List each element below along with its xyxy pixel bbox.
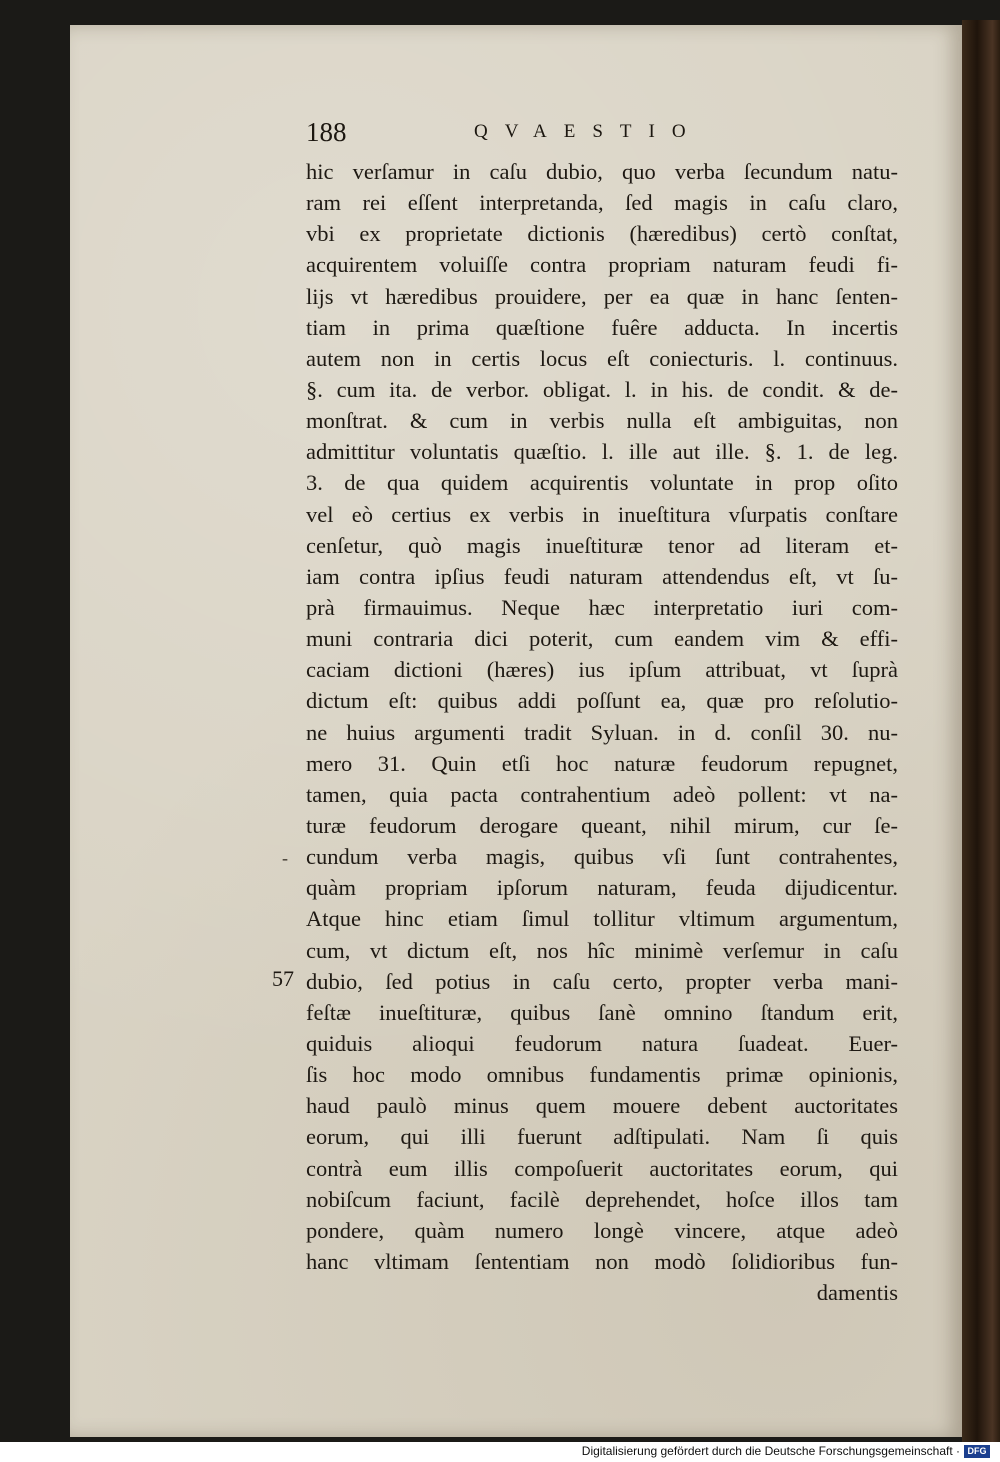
- text-line: mero 31. Quin etſi hoc naturæ feudorum repugnet,: [306, 750, 898, 776]
- text-line: caciam dictioni (hæres) ius ipſum attribuat, vt ſuprà: [306, 657, 898, 683]
- text-line: dictum eſt: quibus addi poſſunt ea, quæ pro reſolutio-: [306, 688, 898, 714]
- text-line: feſtæ inueſtituræ, quibus ſanè omnino ſtandum erit,: [306, 999, 898, 1025]
- running-head: QVAESTIO: [474, 121, 703, 142]
- page-number: 188: [306, 117, 347, 147]
- text-line: cum, vt dictum eſt, nos hîc minimè verſemur in caſu: [306, 937, 898, 963]
- text-line: prà firmauimus. Neque hæc interpretatio iuri com-: [306, 594, 898, 620]
- text-line: hanc vltimam ſententiam non modò ſolidioribus fun-: [306, 1248, 898, 1274]
- catchword: damentis: [816, 1280, 898, 1306]
- text-line: tamen, quia pacta contrahentium adeò pollent: vt na-: [306, 781, 898, 807]
- text-line: monſtrat. & cum in verbis nulla eſt ambiguitas, non: [306, 408, 898, 434]
- page-header: [306, 117, 906, 149]
- dfg-logo-icon: DFG: [964, 1445, 990, 1458]
- text-line: ſis hoc modo omnibus fundamentis primæ opinionis,: [306, 1062, 898, 1088]
- text-line: vel eò certius ex verbis in inueſtitura vſurpatis conſtare: [306, 501, 898, 527]
- margin-section-number: 57: [272, 966, 294, 991]
- text-line: hic verſamur in caſu dubio, quo verba ſecundum natu-: [306, 159, 898, 184]
- text-line: admittitur voluntatis quæſtio. l. ille aut ille. §. 1. de leg.: [306, 439, 898, 465]
- margin-mark: -: [282, 848, 288, 868]
- text-line: quiduis alioqui feudorum natura ſuadeat. Euer-: [306, 1030, 898, 1056]
- text-line: 3. de qua quidem acquirentis voluntate in prop oſito: [306, 470, 898, 496]
- text-line: vbi ex proprietate dictionis (hæredibus) certò conſtat,: [306, 221, 898, 247]
- text-line: nobiſcum faciunt, facilè deprehendet, hoſce illos tam: [306, 1186, 898, 1212]
- text-line: Atque hinc etiam ſimul tollitur vltimum argumentum,: [306, 906, 898, 932]
- text-line: autem non in certis locus eſt coniecturis. l. continuus.: [306, 345, 898, 371]
- text-line: cundum verba magis, quibus vſi ſunt contrahentes,: [306, 844, 898, 870]
- text-line: eorum, qui illi fuerunt adſtipulati. Nam ſi quis: [306, 1124, 898, 1150]
- text-line: muni contraria dici poterit, cum eandem vim & effi-: [306, 626, 898, 652]
- text-line: §. cum ita. de verbor. obligat. l. in his. de condit. & de-: [306, 376, 898, 402]
- text-line: quàm propriam ipſorum naturam, feuda dijudicentur.: [306, 875, 898, 901]
- text-line: tiam in prima quæſtione fuêre adducta. In incertis: [306, 314, 898, 340]
- footer-bar: [0, 1442, 1000, 1462]
- text-line: contrà eum illis compoſuerit auctoritates eorum, qui: [306, 1155, 898, 1181]
- text-line: pondere, quàm numero longè vincere, atque adeò: [306, 1217, 898, 1243]
- footer-credit: Digitalisierung gefördert durch die Deutsche Forschungsgemeinschaft ·: [581, 1444, 960, 1458]
- book-spine-edge: [962, 20, 1000, 1442]
- text-line: cenſetur, quò magis inueſtituræ tenor ad literam et-: [306, 532, 898, 558]
- text-line: ram rei eſſent interpretanda, ſed magis in caſu claro,: [306, 190, 898, 216]
- text-line: haud paulò minus quem mouere debent auctoritates: [306, 1093, 898, 1119]
- body-text: [306, 156, 898, 1308]
- text-line: dubio, ſed potius in caſu certo, propter verba mani-: [306, 968, 898, 994]
- text-line: turæ feudorum derogare queant, nihil mirum, cur ſe-: [306, 812, 898, 838]
- text-line: ne huius argumenti tradit Syluan. in d. conſil 30. nu-: [306, 719, 898, 745]
- text-line: iam contra ipſius feudi naturam attendendus eſt, vt ſu-: [306, 563, 898, 589]
- text-line: lijs vt hæredibus prouidere, per ea quæ in hanc ſenten-: [306, 283, 898, 309]
- text-line: acquirentem voluiſſe contra propriam naturam feudi fi-: [306, 252, 898, 278]
